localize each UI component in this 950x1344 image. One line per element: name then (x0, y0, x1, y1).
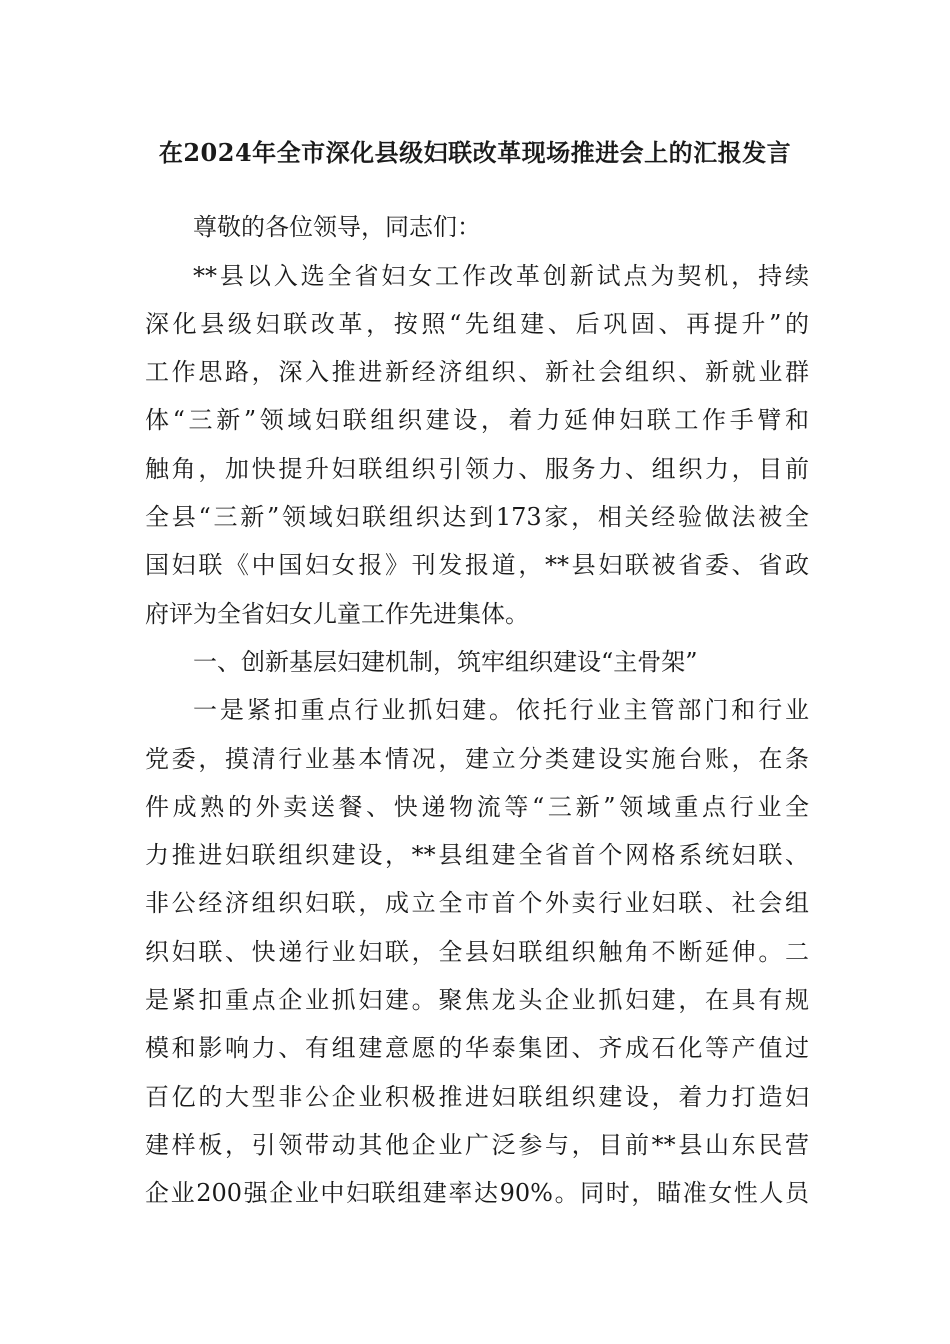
text-line: 国妇联《中国妇女报》刊发报道，**县妇联被省委、省政 (145, 551, 809, 580)
text-line: 深化县级妇联改革，按照“先组建、后巩固、再提升”的 (145, 309, 809, 338)
blank-line (145, 155, 809, 203)
text-line: 党委，摸清行业基本情况，建立分类建设实施台账，在条 (145, 744, 809, 773)
text-line: 件成熟的外卖送餐、快递物流等“三新”领域重点行业全 (145, 792, 809, 821)
document-title: 在2024年全市深化县级妇联改革现场推进会上的汇报发言 (158, 138, 792, 167)
text-line: 一、创新基层妇建机制，筑牢组织建设“主骨架” (193, 647, 698, 676)
text-line: 建样板，引领带动其他企业广泛参与，目前**县山东民营 (145, 1130, 809, 1159)
text-line: 一是紧扣重点行业抓妇建。依托行业主管部门和行业 (193, 696, 809, 725)
text-line: 企业200强企业中妇联组建率达90%。同时，瞄准女性人员 (145, 1179, 809, 1208)
text-line: 织妇联、快递行业妇联，全县妇联组织触角不断延伸。二 (145, 937, 809, 966)
text-line: 非公经济组织妇联，成立全市首个外卖行业妇联、社会组 (145, 889, 809, 918)
text-line: 尊敬的各位领导，同志们： (193, 213, 481, 242)
document-body (145, 155, 809, 1218)
text-line: 模和影响力、有组建意愿的华泰集团、齐成石化等产值过 (145, 1034, 809, 1063)
text-line: 工作思路，深入推进新经济组织、新社会组织、新就业群 (145, 358, 809, 387)
text-line: 触角，加快提升妇联组织引领力、服务力、组织力，目前 (145, 454, 809, 483)
text-line: **县以入选全省妇女工作改革创新试点为契机，持续 (193, 261, 809, 290)
text-line: 全县“三新”领域妇联组织达到173家，相关经验做法被全 (145, 503, 809, 532)
text-line: 力推进妇联组织建设，**县组建全省首个网格系统妇联、 (145, 841, 809, 870)
text-line: 是紧扣重点企业抓妇建。聚焦龙头企业抓妇建，在具有规 (145, 986, 809, 1015)
text-line: 百亿的大型非公企业积极推进妇联组织建设，着力打造妇 (145, 1082, 809, 1111)
text-line: 体“三新”领域妇联组织建设，着力延伸妇联工作手臂和 (145, 406, 809, 435)
text-line: 府评为全省妇女儿童工作先进集体。 (145, 599, 529, 628)
